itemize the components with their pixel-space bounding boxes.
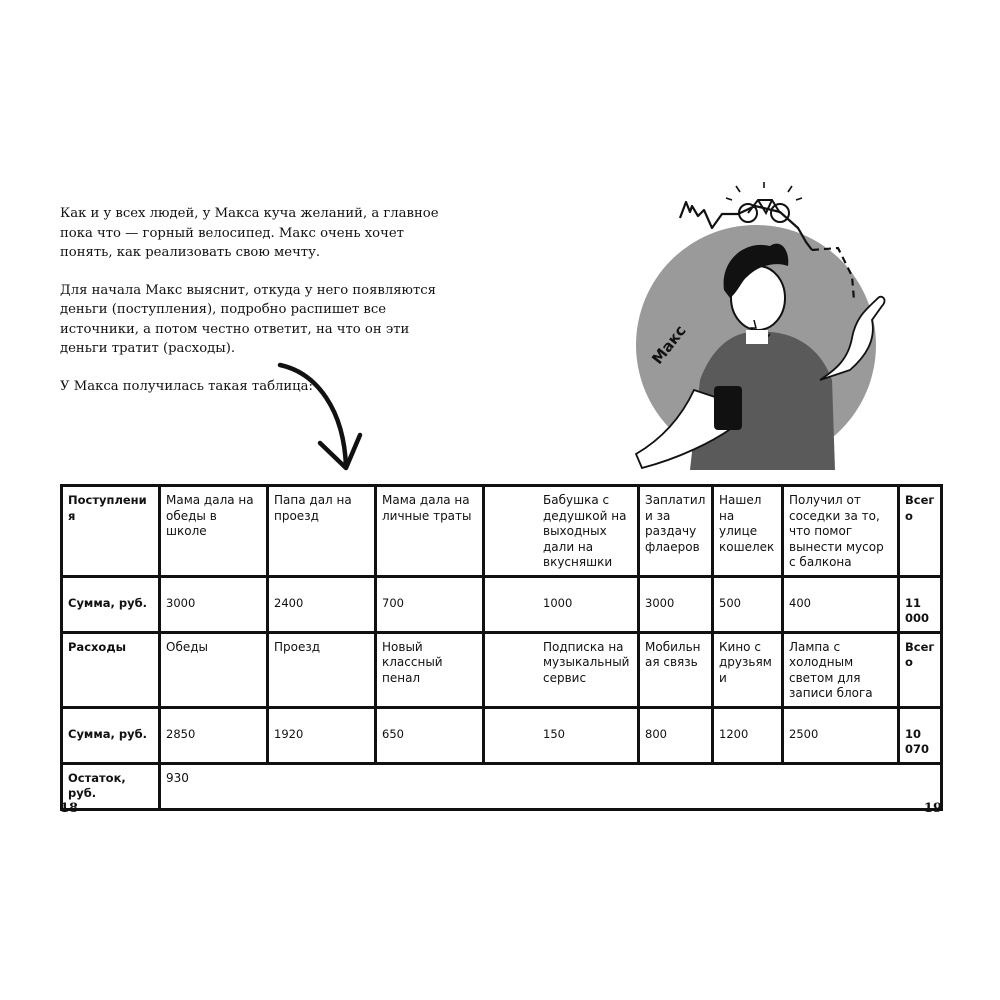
income-sum-value: 3000 bbox=[160, 576, 268, 632]
smartphone-icon bbox=[714, 386, 742, 430]
income-item: Нашел на улице кошелек bbox=[713, 486, 783, 577]
income-sum-value: 1000 bbox=[484, 576, 639, 632]
income-item: Заплатили за раздачу флаеров bbox=[639, 486, 713, 577]
balance-row bbox=[62, 763, 942, 809]
expense-item: Обеды bbox=[160, 632, 268, 707]
income-row bbox=[62, 486, 942, 577]
income-item: Получил от соседки за то, что помог вынести мусор с балкона bbox=[783, 486, 899, 577]
intro-paragraph-1: Как и у всех людей, у Макса куча желаний, а главное пока что — горный велосипед. Макс очень хочет понять, как реализовать свою мечту. bbox=[60, 206, 439, 260]
expenses-sum-row bbox=[62, 707, 942, 763]
expenses-sum-value: 2850 bbox=[160, 707, 268, 763]
expenses-sum-value: 150 bbox=[484, 707, 639, 763]
expenses-total-label: Всего bbox=[899, 632, 942, 707]
income-total-label: Всего bbox=[899, 486, 942, 577]
expenses-sum-value: 650 bbox=[376, 707, 484, 763]
expenses-sum-total: 10 070 bbox=[899, 707, 942, 763]
page-number-left: 18 bbox=[60, 801, 79, 816]
income-sum-value: 2400 bbox=[268, 576, 376, 632]
max-illustration bbox=[620, 180, 910, 475]
balance-label: Остаток, руб. bbox=[62, 763, 160, 809]
page-number-right: 19 bbox=[923, 801, 942, 816]
expense-item: Новый классный пенал bbox=[376, 632, 484, 707]
expenses-sum-value: 1200 bbox=[713, 707, 783, 763]
expense-item: Проезд bbox=[268, 632, 376, 707]
income-sum-value: 400 bbox=[783, 576, 899, 632]
income-sum-total: 11 000 bbox=[899, 576, 942, 632]
income-item: Мама дала на личные траты bbox=[376, 486, 484, 577]
budget-table bbox=[60, 484, 943, 811]
income-item: Мама дала на обеды в школе bbox=[160, 486, 268, 577]
expenses-sum-value: 2500 bbox=[783, 707, 899, 763]
intro-paragraph-2: Для начала Макс выяснит, откуда у него появляются деньги (поступления), подробно распишет все источники, а потом честно ответит, на что он эти деньги тратит (расходы). bbox=[60, 282, 436, 356]
expenses-sum-label: Сумма, руб. bbox=[62, 707, 160, 763]
expense-item: Лампа с холодным светом для записи блога bbox=[783, 632, 899, 707]
expenses-sum-value: 1920 bbox=[268, 707, 376, 763]
income-sum-value: 3000 bbox=[639, 576, 713, 632]
expense-item: Мобильная связь bbox=[639, 632, 713, 707]
expenses-row bbox=[62, 632, 942, 707]
expense-item: Кино с друзьями bbox=[713, 632, 783, 707]
expense-item: Подписка на музыкальный сервис bbox=[484, 632, 639, 707]
bicycle-icon bbox=[726, 182, 802, 222]
arrow-down-icon bbox=[272, 355, 372, 480]
income-sum-value: 700 bbox=[376, 576, 484, 632]
income-item: Папа дал на проезд bbox=[268, 486, 376, 577]
intro-paragraph-3: У Макса получилась такая таблица: bbox=[60, 378, 313, 394]
income-sum-row bbox=[62, 576, 942, 632]
balance-value: 930 bbox=[160, 763, 942, 809]
income-label: Поступления bbox=[62, 486, 160, 577]
expenses-label: Расходы bbox=[62, 632, 160, 707]
income-sum-label: Сумма, руб. bbox=[62, 576, 160, 632]
badge-label: Макс bbox=[648, 321, 690, 368]
income-item: Бабушка с дедушкой на выходных дали на вкусняшки bbox=[484, 486, 639, 577]
income-sum-value: 500 bbox=[713, 576, 783, 632]
intro-text bbox=[60, 204, 440, 414]
expenses-sum-value: 800 bbox=[639, 707, 713, 763]
